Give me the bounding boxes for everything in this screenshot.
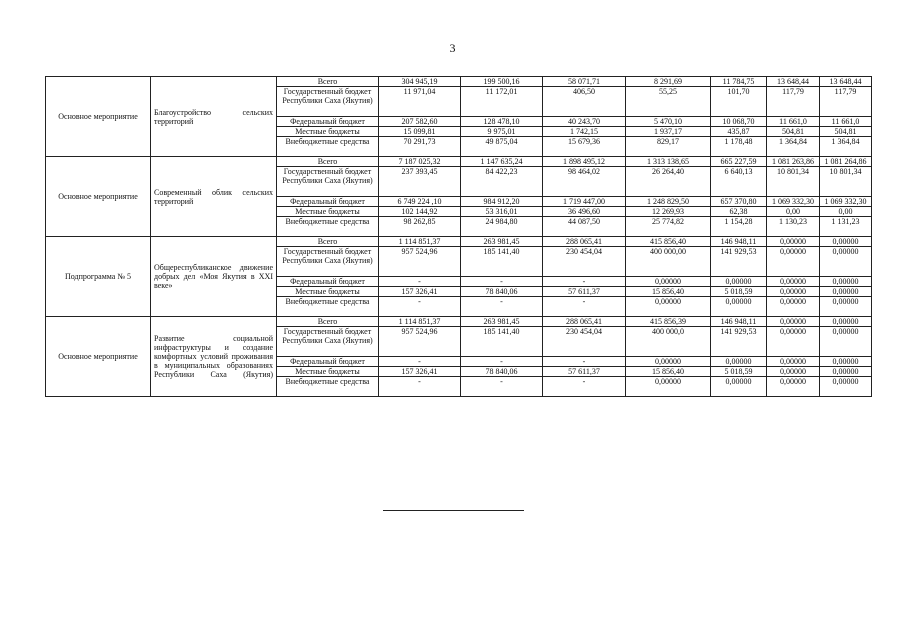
amount-cell: 665 227,59 — [711, 157, 767, 167]
amount-cell: 1 069 332,30 — [820, 197, 872, 207]
amount-cell: 98 262,85 — [379, 217, 461, 237]
amount-cell: 0,00000 — [711, 297, 767, 317]
amount-cell: 157 326,41 — [379, 367, 461, 377]
funding-source-cell: Государственный бюджет Республики Саха (Якутия) — [277, 167, 379, 197]
amount-cell: 49 875,04 — [461, 137, 543, 157]
amount-cell: 263 981,45 — [461, 317, 543, 327]
amount-cell: 199 500,16 — [461, 77, 543, 87]
amount-cell: 185 141,40 — [461, 327, 543, 357]
amount-cell: 1 719 447,00 — [543, 197, 626, 207]
amount-cell: 435,87 — [711, 127, 767, 137]
amount-cell: 0,00000 — [711, 357, 767, 367]
amount-cell: 53 316,01 — [461, 207, 543, 217]
funding-source-cell: Государственный бюджет Республики Саха (Якутия) — [277, 247, 379, 277]
amount-cell: 829,17 — [626, 137, 711, 157]
amount-cell: 0,00000 — [767, 327, 820, 357]
amount-cell: 15 099,81 — [379, 127, 461, 137]
amount-cell: 0,00000 — [767, 287, 820, 297]
amount-cell: 0,00000 — [820, 377, 872, 397]
amount-cell: 504,81 — [767, 127, 820, 137]
amount-cell: 0,00 — [767, 207, 820, 217]
amount-cell: 8 291,69 — [626, 77, 711, 87]
amount-cell: 15 679,36 — [543, 137, 626, 157]
amount-cell: 0,00000 — [767, 367, 820, 377]
amount-cell: 0,00000 — [767, 317, 820, 327]
amount-cell: 11 971,04 — [379, 87, 461, 117]
funding-source-cell: Местные бюджеты — [277, 127, 379, 137]
page-number: 3 — [449, 41, 456, 55]
amount-cell: 263 981,45 — [461, 237, 543, 247]
amount-cell: - — [379, 357, 461, 367]
amount-cell: 0,00000 — [820, 247, 872, 277]
amount-cell: 1 069 332,30 — [767, 197, 820, 207]
amount-cell: 6 640,13 — [711, 167, 767, 197]
amount-cell: 157 326,41 — [379, 287, 461, 297]
amount-cell: - — [543, 277, 626, 287]
amount-cell: 0,00000 — [711, 377, 767, 397]
funding-source-cell: Внебюджетные средства — [277, 137, 379, 157]
amount-cell: 11 661,0 — [820, 117, 872, 127]
amount-cell: 58 071,71 — [543, 77, 626, 87]
amount-cell: 0,00000 — [626, 377, 711, 397]
amount-cell: 141 929,53 — [711, 327, 767, 357]
amount-cell: - — [461, 297, 543, 317]
amount-cell: 230 454,04 — [543, 327, 626, 357]
group-type-cell: Подпрограмма № 5 — [46, 237, 151, 317]
amount-cell: 1 248 829,50 — [626, 197, 711, 207]
amount-cell: 146 948,11 — [711, 237, 767, 247]
amount-cell: 288 065,41 — [543, 237, 626, 247]
amount-cell: - — [379, 377, 461, 397]
amount-cell: 1 081 263,86 — [767, 157, 820, 167]
funding-source-cell: Всего — [277, 157, 379, 167]
amount-cell: 78 840,06 — [461, 367, 543, 377]
amount-cell: 10 801,34 — [820, 167, 872, 197]
amount-cell: 0,00000 — [820, 237, 872, 247]
amount-cell: 400 000,00 — [626, 247, 711, 277]
group-name-cell: Общереспубликанское движение добрых дел «Моя Якутия в XXI веке» — [151, 237, 277, 317]
amount-cell: 1 898 495,12 — [543, 157, 626, 167]
amount-cell: 57 611,37 — [543, 287, 626, 297]
amount-cell: 957 524,96 — [379, 247, 461, 277]
amount-cell: 26 264,40 — [626, 167, 711, 197]
footnote-separator-line — [383, 510, 524, 511]
amount-cell: 1 130,23 — [767, 217, 820, 237]
amount-cell: 6 749 224 ,10 — [379, 197, 461, 207]
amount-cell: 40 243,70 — [543, 117, 626, 127]
amount-cell: 0,00000 — [820, 317, 872, 327]
amount-cell: 1 178,48 — [711, 137, 767, 157]
amount-cell: 9 975,01 — [461, 127, 543, 137]
amount-cell: 5 018,59 — [711, 367, 767, 377]
funding-source-cell: Местные бюджеты — [277, 367, 379, 377]
amount-cell: 0,00000 — [820, 367, 872, 377]
amount-cell: 141 929,53 — [711, 247, 767, 277]
amount-cell: 1 154,28 — [711, 217, 767, 237]
amount-cell: 15 856,40 — [626, 367, 711, 377]
amount-cell: - — [543, 297, 626, 317]
amount-cell: 1 114 851,37 — [379, 237, 461, 247]
amount-cell: 230 454,04 — [543, 247, 626, 277]
group-type-cell: Основное мероприятие — [46, 157, 151, 237]
amount-cell: 13 648,44 — [767, 77, 820, 87]
budget-table — [45, 76, 872, 397]
funding-source-cell: Внебюджетные средства — [277, 297, 379, 317]
amount-cell: 117,79 — [820, 87, 872, 117]
amount-cell: 7 187 025,32 — [379, 157, 461, 167]
amount-cell: 185 141,40 — [461, 247, 543, 277]
group-name-cell: Развитие социальной инфраструктуры и создание комфортных условий проживания в муниципальных образованиях Республики Саха (Якутия) — [151, 317, 277, 397]
amount-cell: 102 144,92 — [379, 207, 461, 217]
amount-cell: 1 114 851,37 — [379, 317, 461, 327]
amount-cell: 1 742,15 — [543, 127, 626, 137]
amount-cell: 406,50 — [543, 87, 626, 117]
amount-cell: 11 784,75 — [711, 77, 767, 87]
funding-source-cell: Федеральный бюджет — [277, 197, 379, 207]
amount-cell: 128 478,10 — [461, 117, 543, 127]
amount-cell: 5 018,59 — [711, 287, 767, 297]
funding-source-cell: Всего — [277, 317, 379, 327]
amount-cell: - — [461, 357, 543, 367]
group-name-cell: Благоустройство сельских территорий — [151, 77, 277, 157]
group-type-cell: Основное мероприятие — [46, 77, 151, 157]
amount-cell: 117,79 — [767, 87, 820, 117]
amount-cell: 957 524,96 — [379, 327, 461, 357]
amount-cell: 304 945,19 — [379, 77, 461, 87]
amount-cell: 24 984,80 — [461, 217, 543, 237]
funding-source-cell: Федеральный бюджет — [277, 117, 379, 127]
amount-cell: 0,00000 — [626, 357, 711, 367]
amount-cell: 207 582,60 — [379, 117, 461, 127]
amount-cell: 0,00000 — [820, 357, 872, 367]
funding-source-cell: Федеральный бюджет — [277, 357, 379, 367]
amount-cell: 1 147 635,24 — [461, 157, 543, 167]
amount-cell: - — [461, 377, 543, 397]
funding-source-cell: Всего — [277, 77, 379, 87]
amount-cell: 1 313 138,65 — [626, 157, 711, 167]
amount-cell: 0,00000 — [767, 377, 820, 397]
amount-cell: 0,00000 — [767, 357, 820, 367]
amount-cell: 0,00 — [820, 207, 872, 217]
amount-cell: 10 068,70 — [711, 117, 767, 127]
amount-cell: 55,25 — [626, 87, 711, 117]
amount-cell: 98 464,02 — [543, 167, 626, 197]
amount-cell: 0,00000 — [626, 297, 711, 317]
amount-cell: - — [543, 377, 626, 397]
amount-cell: 25 774,82 — [626, 217, 711, 237]
amount-cell: 400 000,0 — [626, 327, 711, 357]
amount-cell: 36 496,60 — [543, 207, 626, 217]
amount-cell: 0,00000 — [711, 277, 767, 287]
amount-cell: 415 856,39 — [626, 317, 711, 327]
amount-cell: 1 081 264,86 — [820, 157, 872, 167]
amount-cell: 62,38 — [711, 207, 767, 217]
amount-cell: 57 611,37 — [543, 367, 626, 377]
amount-cell: - — [461, 277, 543, 287]
amount-cell: 0,00000 — [767, 247, 820, 277]
funding-source-cell: Федеральный бюджет — [277, 277, 379, 287]
funding-source-cell: Государственный бюджет Республики Саха (Якутия) — [277, 87, 379, 117]
amount-cell: - — [543, 357, 626, 367]
amount-cell: 12 269,93 — [626, 207, 711, 217]
amount-cell: 984 912,20 — [461, 197, 543, 207]
amount-cell: - — [379, 277, 461, 287]
amount-cell: 1 937,17 — [626, 127, 711, 137]
amount-cell: 44 087,50 — [543, 217, 626, 237]
group-name-cell: Современный облик сельских территорий — [151, 157, 277, 237]
amount-cell: 5 470,10 — [626, 117, 711, 127]
table-row — [46, 157, 872, 167]
funding-source-cell: Внебюджетные средства — [277, 217, 379, 237]
amount-cell: 1 131,23 — [820, 217, 872, 237]
amount-cell: 0,00000 — [820, 287, 872, 297]
amount-cell: 504,81 — [820, 127, 872, 137]
amount-cell: - — [379, 297, 461, 317]
amount-cell: 657 370,80 — [711, 197, 767, 207]
amount-cell: 415 856,40 — [626, 237, 711, 247]
amount-cell: 288 065,41 — [543, 317, 626, 327]
amount-cell: 10 801,34 — [767, 167, 820, 197]
amount-cell: 13 648,44 — [820, 77, 872, 87]
table-row — [46, 237, 872, 247]
amount-cell: 11 661,0 — [767, 117, 820, 127]
group-type-cell: Основное мероприятие — [46, 317, 151, 397]
amount-cell: 11 172,01 — [461, 87, 543, 117]
amount-cell: 0,00000 — [820, 327, 872, 357]
amount-cell: 1 364,84 — [767, 137, 820, 157]
amount-cell: 146 948,11 — [711, 317, 767, 327]
amount-cell: 0,00000 — [626, 277, 711, 287]
amount-cell: 0,00000 — [767, 297, 820, 317]
funding-source-cell: Всего — [277, 237, 379, 247]
amount-cell: 0,00000 — [820, 277, 872, 287]
amount-cell: 0,00000 — [767, 237, 820, 247]
funding-source-cell: Местные бюджеты — [277, 287, 379, 297]
amount-cell: 78 840,06 — [461, 287, 543, 297]
amount-cell: 1 364,84 — [820, 137, 872, 157]
amount-cell: 0,00000 — [767, 277, 820, 287]
amount-cell: 0,00000 — [820, 297, 872, 317]
amount-cell: 237 393,45 — [379, 167, 461, 197]
amount-cell: 84 422,23 — [461, 167, 543, 197]
table-row — [46, 317, 872, 327]
amount-cell: 101,70 — [711, 87, 767, 117]
funding-source-cell: Государственный бюджет Республики Саха (Якутия) — [277, 327, 379, 357]
amount-cell: 70 291,73 — [379, 137, 461, 157]
amount-cell: 15 856,40 — [626, 287, 711, 297]
funding-source-cell: Местные бюджеты — [277, 207, 379, 217]
funding-source-cell: Внебюджетные средства — [277, 377, 379, 397]
table-row — [46, 77, 872, 87]
